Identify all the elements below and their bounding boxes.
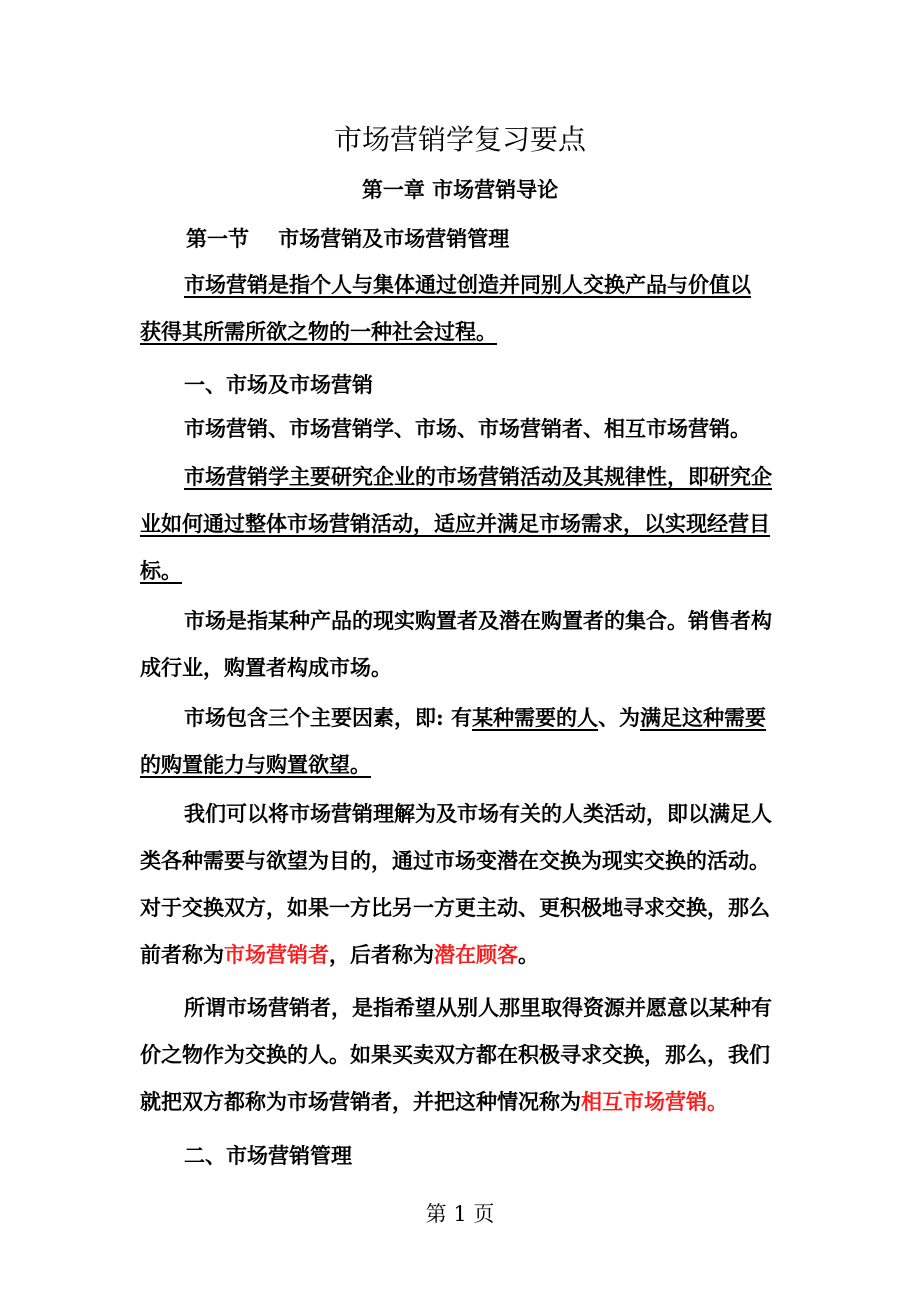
- marketer-line-1: 所谓市场营销者，是指希望从别人那里取得资源并愿意以某种有: [184, 995, 772, 1020]
- marketing-understanding-paragraph: [140, 790, 782, 978]
- definition-line-1: 市场营销是指个人与集体通过创造并同别人交换产品与价值以: [184, 272, 751, 297]
- understanding-line-4-c: ，后者称为: [329, 942, 434, 967]
- understanding-line-4-a: 前者称为: [140, 942, 224, 967]
- understanding-line-2: 类各种需要与欲望为目的，通过市场变潜在交换为现实交换的活动。: [140, 848, 770, 873]
- market-factors-paragraph: [140, 694, 782, 788]
- heading-marketing-management: 二、市场营销管理: [184, 1143, 352, 1168]
- definition-line-2: 获得其所需所欲之物的一种社会过程。: [140, 319, 497, 344]
- terms-line: 市场营销、市场营销学、市场、市场营销者、相互市场营销。: [184, 416, 751, 441]
- factors-line-1-c: 、为: [598, 705, 641, 730]
- chapter-heading: 第一章 市场营销导论: [361, 177, 559, 202]
- factors-line-1-d: 满足这种需要: [640, 705, 767, 730]
- study-line-2: 业如何通过整体市场营销活动，适应并满足市场需求，以实现经营目: [140, 511, 770, 536]
- understanding-line-3: 对于交换双方，如果一方比另一方更主动、更积极地寻求交换，那么: [140, 895, 770, 920]
- term-potential-customer: 潜在顾客: [434, 942, 518, 967]
- marketer-definition-paragraph: [140, 984, 782, 1125]
- factors-line-1-a: 市场包含三个主要因素，即: 有: [184, 705, 473, 730]
- study-line-1: 市场营销学主要研究企业的市场营销活动及其规律性，即研究企: [184, 464, 772, 489]
- understanding-line-1: 我们可以将市场营销理解为及市场有关的人类活动，即以满足人: [184, 801, 772, 826]
- section-heading: 第一节 市场营销及市场营销管理: [186, 226, 510, 251]
- factors-line-1-b: 某种需要的人: [472, 705, 599, 730]
- marketer-line-3-a: 就把双方都称为市场营销者，并把这种情况称为: [140, 1089, 581, 1114]
- term-mutual-marketing: 相互市场营销。: [581, 1089, 728, 1114]
- definition-paragraph: [140, 261, 782, 355]
- market-line-1: 市场是指某种产品的现实购置者及潜在购置者的集合。销售者构: [184, 608, 772, 633]
- understanding-line-4-e: 。: [518, 942, 539, 967]
- heading-market-and-marketing: 一、市场及市场营销: [184, 372, 373, 397]
- market-definition-paragraph: [140, 597, 782, 691]
- document-title: 市场营销学复习要点: [333, 123, 586, 156]
- market-line-2: 成行业，购置者构成市场。: [140, 655, 392, 680]
- term-marketer: 市场营销者: [224, 942, 329, 967]
- factors-line-2: 的购置能力与购置欲望。: [140, 752, 371, 777]
- marketing-study-paragraph: [140, 453, 782, 594]
- terms-paragraph: [140, 405, 782, 452]
- study-line-3: 标。: [140, 558, 182, 583]
- marketer-line-2: 价之物作为交换的人。如果买卖双方都在积极寻求交换，那么，我们: [140, 1042, 770, 1067]
- page-number: 第 1 页: [425, 1202, 495, 1226]
